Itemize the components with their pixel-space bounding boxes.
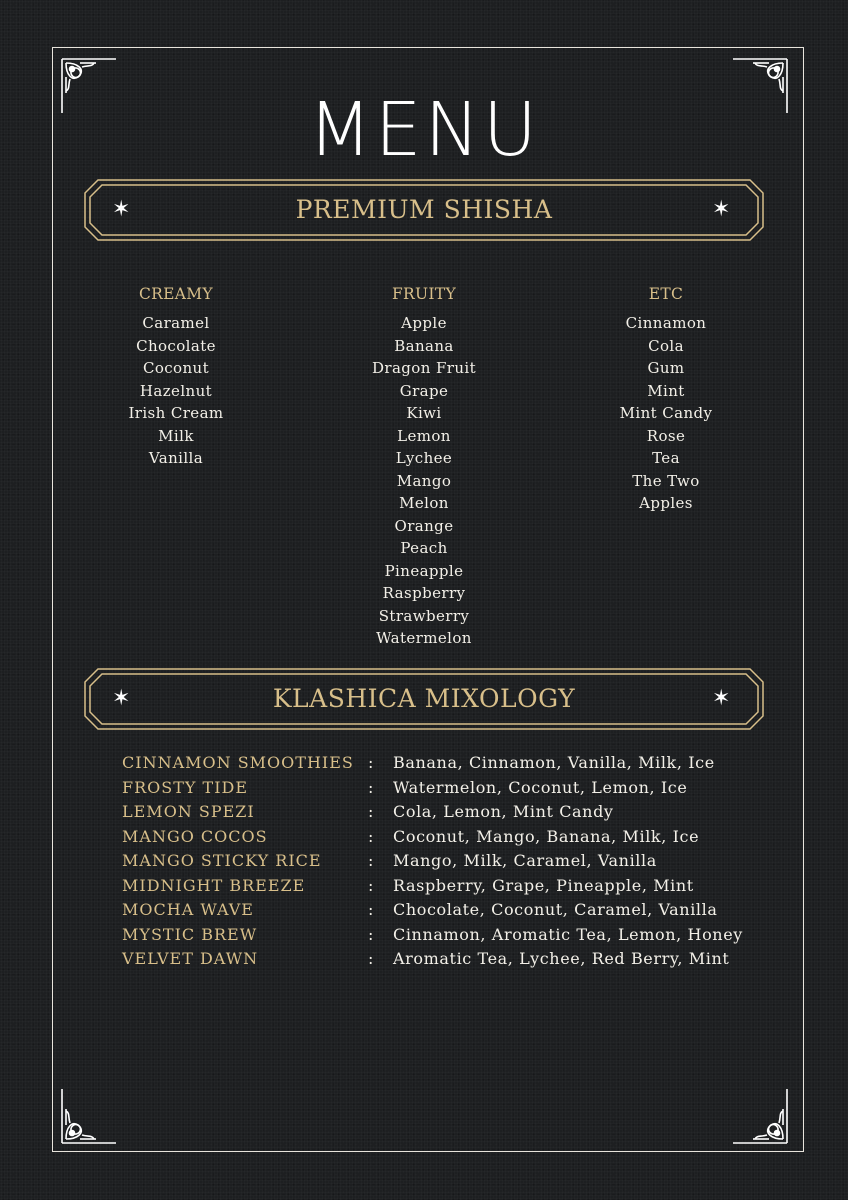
mixology-row <box>122 751 762 776</box>
mixology-row <box>122 923 762 948</box>
drink-ingredients: Chocolate, Coconut, Caramel, Vanilla <box>393 900 718 919</box>
drink-name: MYSTIC BREW <box>122 924 258 944</box>
flavor-item: Kiwi <box>406 404 442 422</box>
mixology-row <box>122 947 762 972</box>
mixology-row <box>122 800 762 825</box>
sparkle-star-icon: ✶ <box>712 686 731 711</box>
drink-ingredients: Aromatic Tea, Lychee, Red Berry, Mint <box>393 949 730 968</box>
section-heading-mixology: KLASHICA MIXOLOGY <box>272 684 576 713</box>
flavor-item: Cinnamon <box>625 314 707 332</box>
drink-ingredients: Banana, Cinnamon, Vanilla, Milk, Ice <box>393 753 715 772</box>
flavor-item: Gum <box>647 359 685 377</box>
flavor-item: Lychee <box>395 449 453 467</box>
flavor-item: Tea <box>652 449 680 467</box>
flavor-item: Caramel <box>142 314 210 332</box>
separator: : <box>368 826 374 846</box>
shisha-column-etc <box>556 284 776 515</box>
shisha-column-fruity <box>314 284 534 650</box>
flavor-item: Dragon Fruit <box>371 359 477 377</box>
drink-ingredients: Mango, Milk, Caramel, Vanilla <box>393 851 657 870</box>
separator: : <box>368 802 374 821</box>
separator: : <box>368 924 374 944</box>
flavor-item: Banana <box>394 336 454 355</box>
drink-name: FROSTY TIDE <box>122 777 249 797</box>
mixology-row <box>122 776 762 801</box>
flavor-item: Rose <box>646 426 686 445</box>
section-banner-mixology <box>84 668 764 730</box>
drink-name: CINNAMON SMOOTHIES <box>122 753 354 772</box>
separator: : <box>368 949 374 968</box>
separator: : <box>368 900 374 919</box>
flavor-item: Melon <box>399 494 449 512</box>
flavor-item: Pineapple <box>384 561 464 580</box>
drink-ingredients: Watermelon, Coconut, Lemon, Ice <box>393 777 688 797</box>
drink-ingredients: Raspberry, Grape, Pineapple, Mint <box>393 875 694 895</box>
flavor-item: Apple <box>401 314 447 332</box>
mixology-row <box>122 898 762 923</box>
ornate-corner-icon <box>58 1087 118 1147</box>
drink-ingredients: Coconut, Mango, Banana, Milk, Ice <box>393 826 700 846</box>
drink-name: VELVET DAWN <box>122 949 259 968</box>
separator: : <box>368 851 374 870</box>
sparkle-star-icon: ✶ <box>112 686 131 711</box>
flavor-item: The Two <box>632 471 700 490</box>
drink-name: MANGO STICKY RICE <box>122 851 322 870</box>
shisha-column-creamy <box>66 284 286 470</box>
flavor-item: Watermelon <box>376 629 472 647</box>
flavor-item: Peach <box>400 539 448 557</box>
flavor-item: Raspberry <box>382 584 466 602</box>
column-heading: FRUITY <box>392 285 456 303</box>
flavor-item: Lemon <box>397 426 451 445</box>
flavor-item: Coconut <box>142 359 210 377</box>
drink-name: MOCHA WAVE <box>122 900 254 919</box>
flavor-item: Mint Candy <box>619 404 713 422</box>
drink-ingredients: Cola, Lemon, Mint Candy <box>393 802 614 821</box>
flavor-item: Irish Cream <box>128 404 224 422</box>
flavor-item: Mango <box>396 471 452 490</box>
flavor-item: Chocolate <box>136 336 216 355</box>
flavor-item: Orange <box>394 516 454 535</box>
page-title: MENU <box>307 87 541 173</box>
mixology-list <box>122 751 762 972</box>
flavor-item: Hazelnut <box>139 381 213 400</box>
flavor-item: Vanilla <box>148 449 204 467</box>
sparkle-star-icon: ✶ <box>712 197 731 222</box>
column-heading: CREAMY <box>139 285 213 303</box>
mixology-row <box>122 849 762 874</box>
sparkle-star-icon: ✶ <box>112 197 131 222</box>
flavor-item: Mint <box>647 381 685 400</box>
separator: : <box>368 777 374 797</box>
flavor-item: Cola <box>648 336 684 355</box>
ornate-corner-icon <box>731 1087 791 1147</box>
flavor-item: Apples <box>639 494 693 512</box>
section-banner-shisha <box>84 179 764 241</box>
drink-name: MIDNIGHT BREEZE <box>122 875 306 895</box>
flavor-item: Strawberry <box>378 606 470 625</box>
mixology-row <box>122 825 762 850</box>
separator: : <box>368 753 374 772</box>
section-heading-shisha: PREMIUM SHISHA <box>295 195 553 224</box>
drink-ingredients: Cinnamon, Aromatic Tea, Lemon, Honey <box>393 924 743 944</box>
column-heading: ETC <box>648 285 684 303</box>
separator: : <box>368 875 374 895</box>
mixology-row <box>122 874 762 899</box>
drink-name: LEMON SPEZI <box>122 802 255 821</box>
drink-name: MANGO COCOS <box>122 826 268 846</box>
flavor-item: Grape <box>399 381 449 400</box>
flavor-item: Milk <box>158 426 194 445</box>
